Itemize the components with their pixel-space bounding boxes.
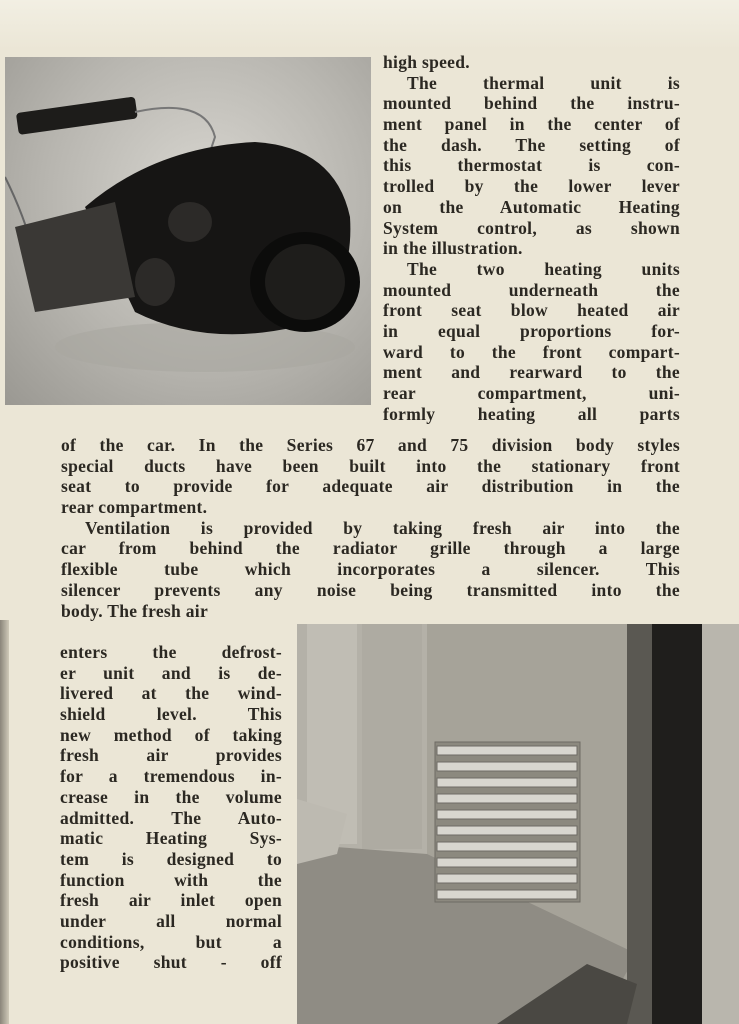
text-line: new method of taking — [60, 724, 282, 745]
text-line: ment and rearward to the — [383, 362, 680, 383]
text-line: car from behind the radiator grille through a large — [61, 538, 680, 559]
text-line: fresh air inlet open — [60, 890, 282, 911]
text-line: rear compartment. — [61, 497, 208, 518]
text-line: admitted. The Auto- — [60, 807, 282, 828]
right-text-column — [383, 52, 680, 424]
text-line: tem is designed to — [60, 848, 282, 869]
text-line: formly heating all parts — [383, 403, 680, 424]
text-line: Ventilation is provided by taking fresh air into the — [85, 517, 680, 538]
text-line: rear compartment, uni- — [383, 383, 680, 403]
text-line: of the car. In the Series 67 and 75 division body styles — [61, 435, 680, 455]
text-line: in the illustration. — [383, 238, 523, 259]
text-line: matic Heating Sys- — [60, 828, 282, 849]
text-line: mounted behind the instru- — [383, 93, 680, 114]
text-line: high speed. — [383, 52, 470, 72]
text-line: er unit and is de- — [60, 662, 282, 683]
full-width-text — [61, 435, 680, 621]
text-line: this thermostat is con- — [383, 155, 680, 176]
text-line: fresh air provides — [60, 745, 282, 766]
text-line: shield level. This — [60, 704, 282, 725]
text-line: positive shut - off — [60, 952, 282, 973]
text-line: under all normal — [60, 910, 282, 931]
text-line: function with the — [60, 869, 282, 890]
text-line: in equal proportions for- — [383, 320, 680, 341]
page-edge-shadow — [0, 620, 9, 1024]
text-line: enters the defrost- — [60, 642, 282, 662]
text-line: for a tremendous in- — [60, 766, 282, 787]
page-top-band — [0, 0, 739, 50]
text-line: on the Automatic Heating — [383, 196, 680, 217]
text-line: conditions, but a — [60, 931, 282, 952]
text-line: ward to the front compart- — [383, 341, 680, 362]
text-line: System control, as shown — [383, 217, 680, 238]
text-line: trolled by the lower lever — [383, 176, 680, 197]
text-line: body. The fresh air — [61, 600, 209, 621]
text-line: seat to provide for adequate air distribution in the — [61, 476, 680, 497]
text-line: silencer prevents any noise being transmitted into the — [61, 579, 680, 600]
text-line: front seat blow heated air — [383, 300, 680, 321]
text-line: the dash. The setting of — [383, 134, 680, 155]
text-line: livered at the wind- — [60, 683, 282, 704]
heater-unit-photo — [5, 57, 371, 405]
text-line: ment panel in the center of — [383, 114, 680, 135]
text-line: special ducts have been built into the stationary front — [61, 455, 680, 476]
text-line: The two heating units — [407, 258, 680, 279]
text-line: mounted underneath the — [383, 279, 680, 300]
car-interior-vent-photo — [297, 624, 739, 1024]
text-line: flexible tube which incorporates a silencer. This — [61, 559, 680, 580]
text-line: crease in the volume — [60, 786, 282, 807]
text-line: The thermal unit is — [407, 72, 680, 93]
left-text-column — [60, 642, 282, 973]
